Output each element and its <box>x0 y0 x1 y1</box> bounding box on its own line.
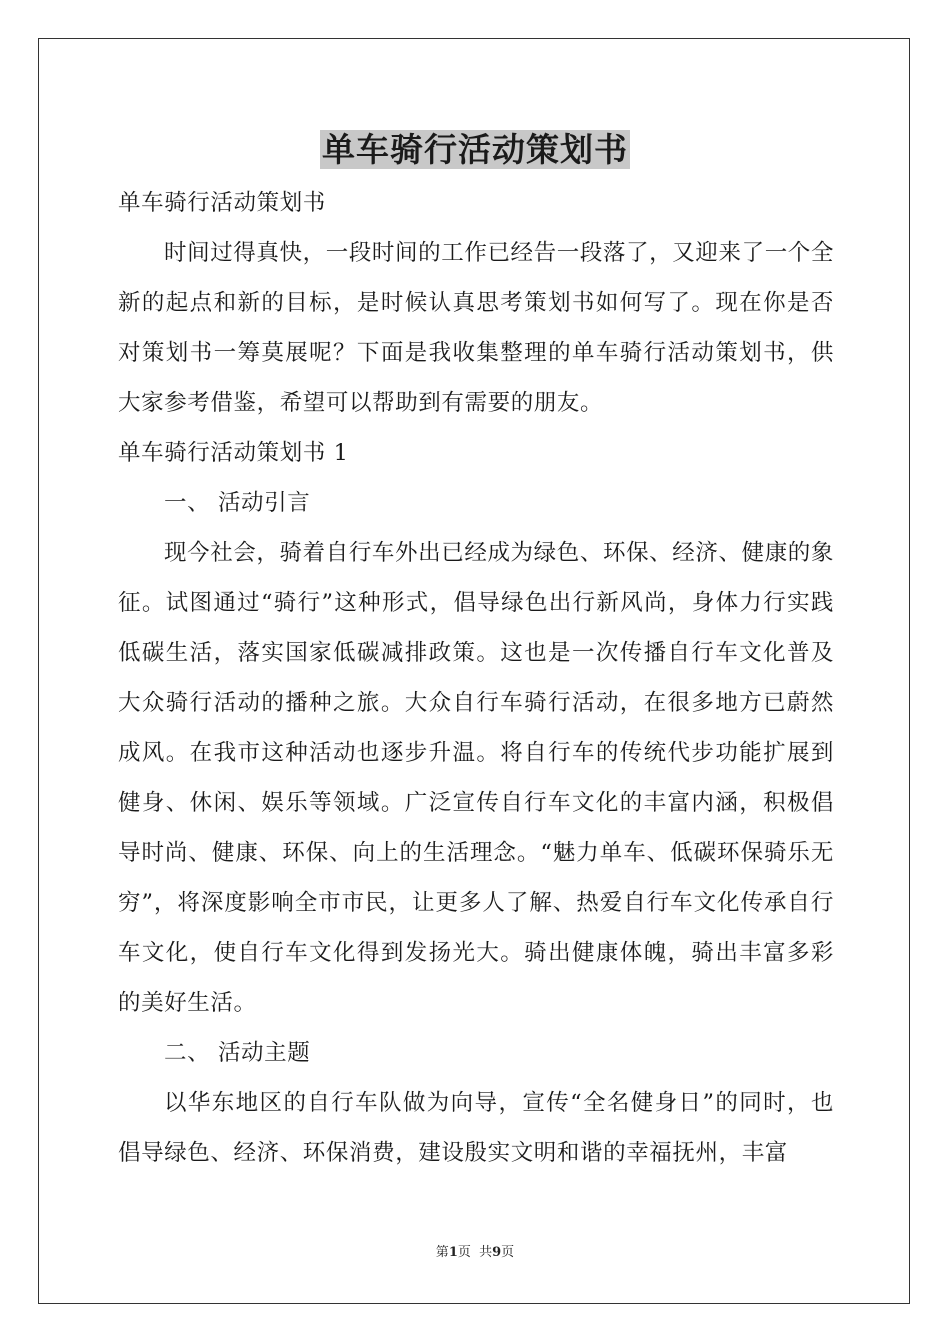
subtitle-paragraph: 单车骑行活动策划书 <box>118 190 326 216</box>
document-body <box>118 178 834 1178</box>
body-paragraph: 现今社会，骑着自行车外出已经成为绿色、环保、经济、健康的象征。试图通过“骑行”这种形式，倡导绿色出行新风尚，身体力行实践低碳生活，落实国家低碳减排政策。这也是一次传播自行车文化普及大众骑行活动的播种之旅。大众自行车骑行活动，在很多地方已蔚然成风。在我市这种活动也逐步升温。将自行车的传统代步功能扩展到健身、休闲、娱乐等领域。广泛宣传自行车文化的丰富内涵，积极倡导时尚、健康、环保、向上的生活理念。“魅力单车、低碳环保骑乐无穷”，将深度影响全市市民，让更多人了解、热爱自行车文化传承自行车文化，使自行车文化得到发扬光大。骑出健康体魄，骑出丰富多彩的美好生活。 <box>118 540 834 1016</box>
subsection-heading: 二、 活动主题 <box>164 1040 311 1066</box>
document-title-text: 单车骑行活动策划书 <box>322 130 628 169</box>
document-title <box>0 128 950 172</box>
subsection-heading: 一、 活动引言 <box>164 490 311 516</box>
page-footer <box>0 1244 950 1262</box>
current-page-number: 1 <box>448 1245 458 1260</box>
total-page-number: 9 <box>492 1245 502 1260</box>
section-heading: 单车骑行活动策划书 1 <box>118 440 349 466</box>
page-label-mid: 页 共 <box>457 1245 493 1260</box>
body-paragraph: 以华东地区的自行车队做为向导，宣传“全名健身日”的同时，也倡导绿色、经济、环保消费，建设殷实文明和谐的幸福抚州，丰富 <box>118 1090 834 1166</box>
page-label-suffix: 页 <box>501 1245 515 1260</box>
intro-paragraph: 时间过得真快，一段时间的工作已经告一段落了，又迎来了一个全新的起点和新的目标，是时候认真思考策划书如何写了。现在你是否对策划书一筹莫展呢？下面是我收集整理的单车骑行活动策划书，供大家参考借鉴，希望可以帮助到有需要的朋友。 <box>118 240 834 416</box>
page-label-prefix: 第 <box>435 1245 449 1260</box>
